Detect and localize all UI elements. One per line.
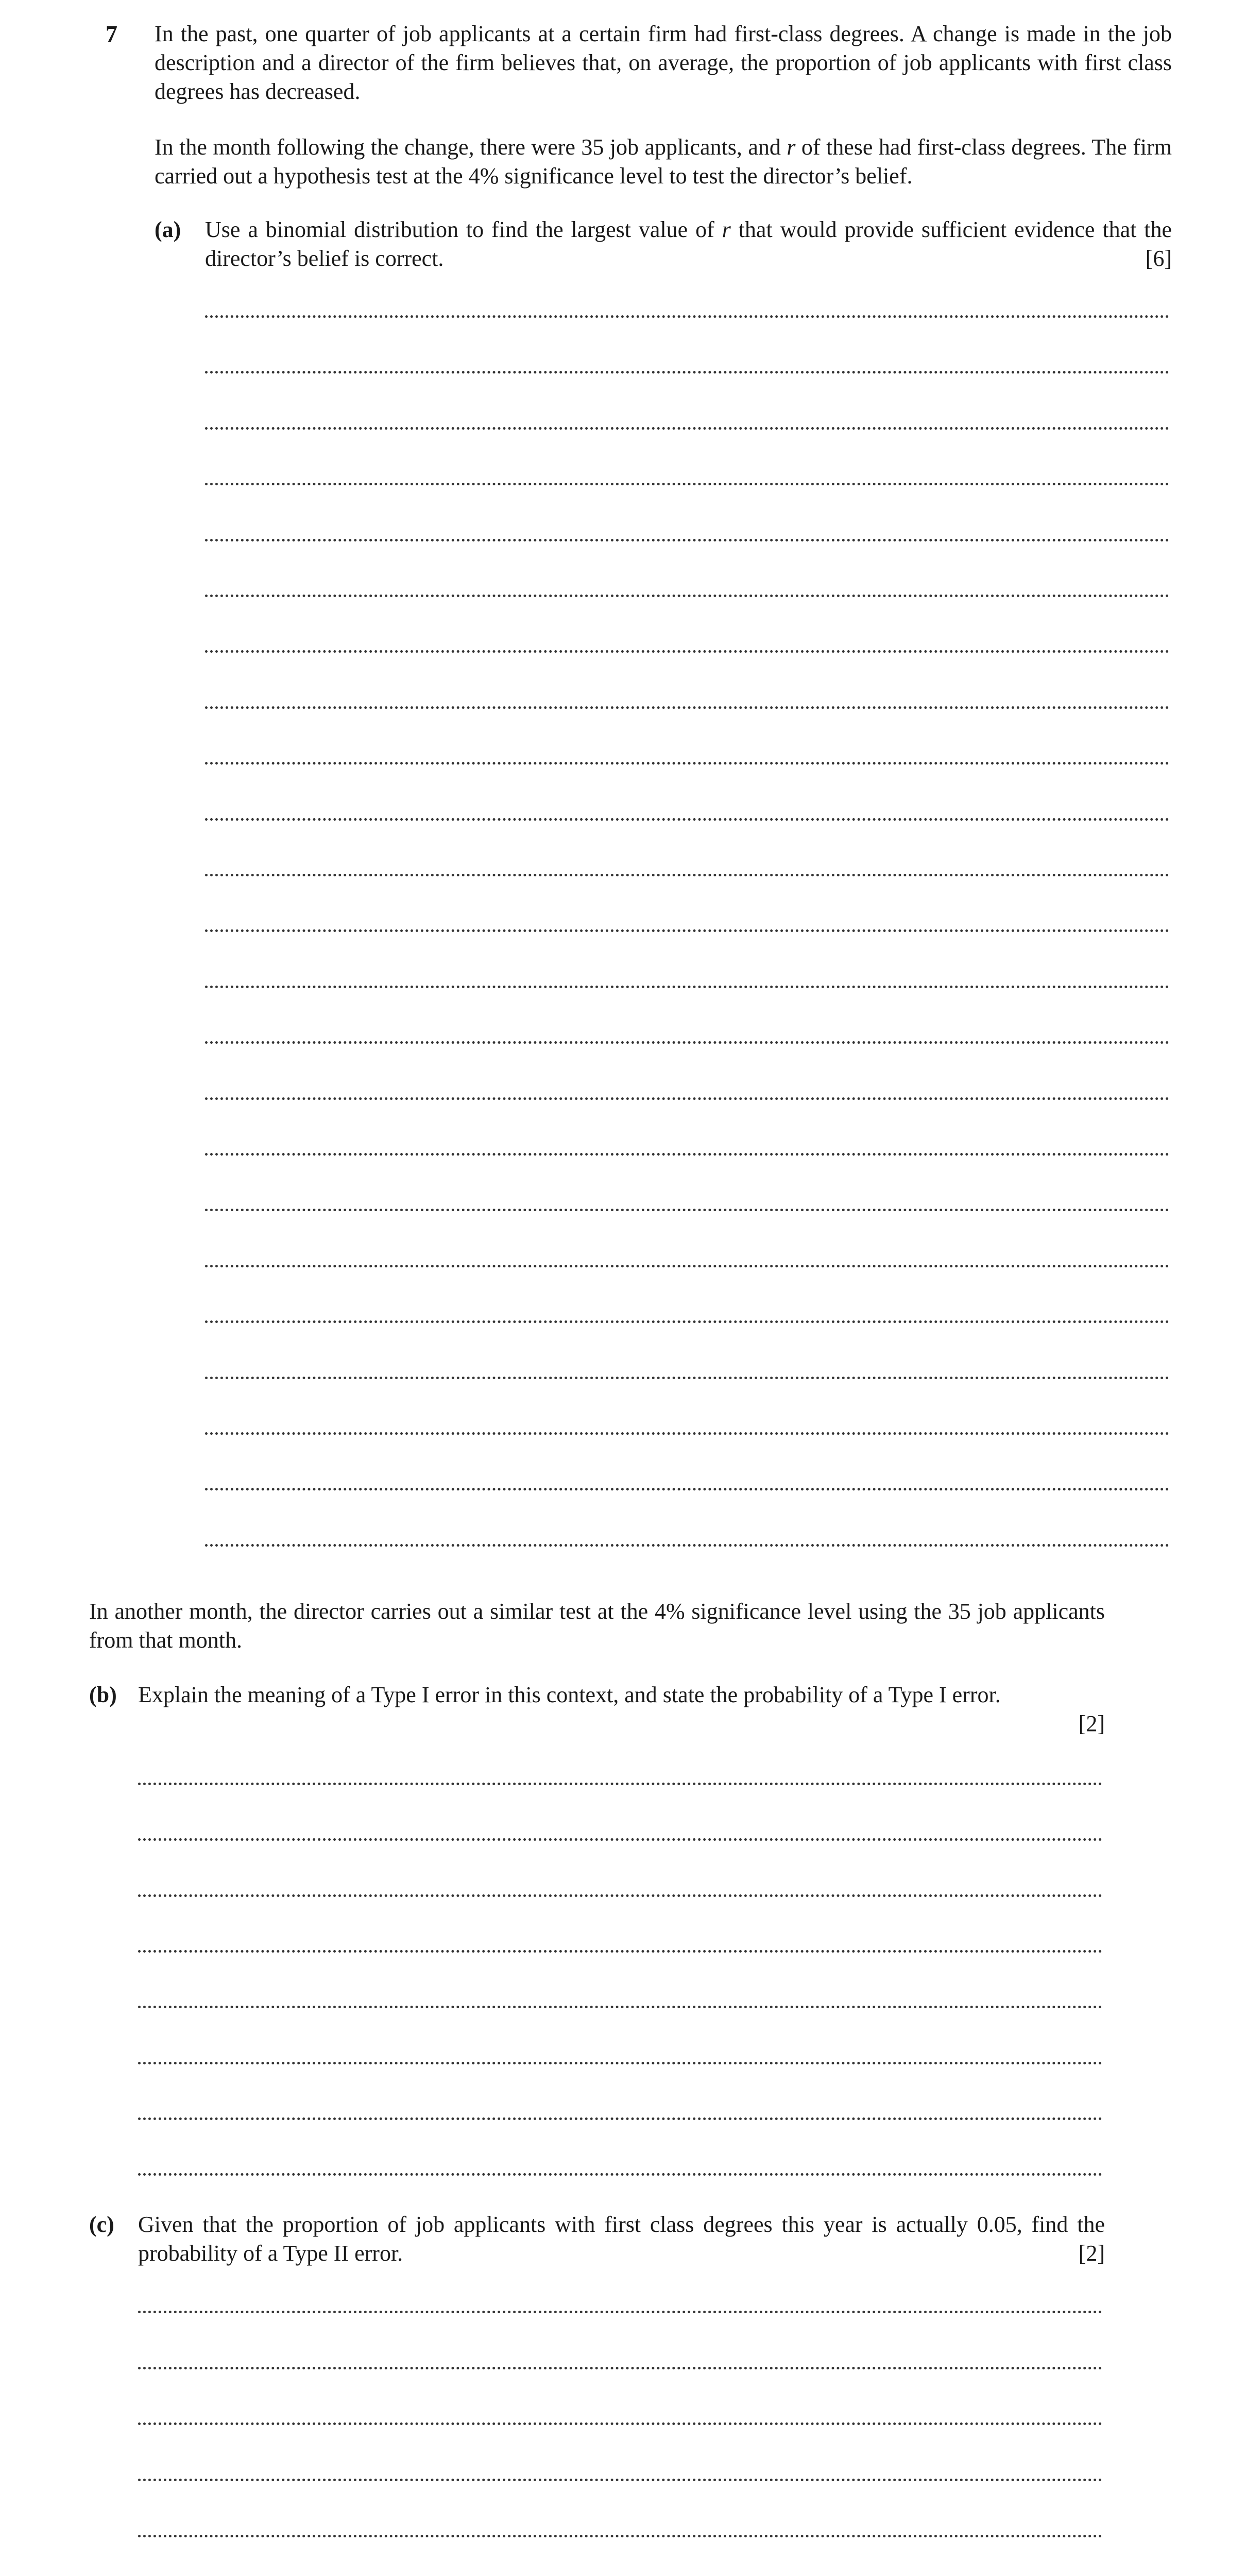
variable-r: r	[787, 134, 796, 160]
answer-line[interactable]	[138, 2535, 1102, 2537]
answer-line[interactable]	[205, 929, 1169, 932]
question-context	[155, 133, 1172, 191]
answer-line[interactable]	[205, 371, 1169, 374]
answer-line[interactable]	[205, 1377, 1169, 1379]
answer-line[interactable]	[138, 2006, 1102, 2008]
answer-line[interactable]	[205, 706, 1169, 709]
answer-line[interactable]	[205, 427, 1169, 430]
answer-line[interactable]	[205, 1153, 1169, 1156]
answer-line[interactable]	[138, 2311, 1102, 2313]
part-a-text	[205, 215, 1172, 273]
answer-line[interactable]	[138, 2479, 1102, 2481]
part-a-text-end: that would provide sufficient evidence that the director’s belief is correct.	[205, 217, 1172, 271]
answer-line[interactable]	[205, 315, 1169, 318]
answer-line[interactable]	[138, 1894, 1102, 1897]
answer-line[interactable]	[205, 1265, 1169, 1267]
answer-line[interactable]	[138, 2117, 1102, 2120]
context-text-end: of these had first-class degrees. The firm carried out a hypothesis test at the 4% significance level to test the director’s belief.	[155, 134, 1172, 189]
part-b-text: Explain the meaning of a Type I error in this context, and state the probability of a Type I error.	[138, 1682, 1001, 1707]
answer-line[interactable]	[205, 762, 1169, 765]
answer-line[interactable]	[205, 1544, 1169, 1547]
part-c-label: (c)	[89, 2212, 114, 2237]
part-b-label: (b)	[89, 1682, 117, 1707]
answer-line[interactable]	[205, 1488, 1169, 1490]
bridge-paragraph: In another month, the director carries out a similar test at the 4% significance level using the 35 job applicants from that month.	[89, 1599, 1105, 1653]
part-c-marks: [2]	[1078, 2241, 1105, 2266]
answer-line[interactable]	[138, 1838, 1102, 1841]
answer-line[interactable]	[205, 1041, 1169, 1044]
question-intro: In the past, one quarter of job applicants at a certain firm had first-class degrees. A change is made in the job description and a director of the firm believes that, on average, the proportion of job applicants with first class degrees has decreased.	[155, 21, 1172, 104]
answer-line[interactable]	[138, 2367, 1102, 2369]
part-a-marks: [6]	[1145, 246, 1172, 271]
question-number: 7	[106, 21, 117, 47]
answer-line[interactable]	[138, 2173, 1102, 2176]
part-c-text: Given that the proportion of job applicants with first class degrees this year is actually 0.05, find the probability of a Type II error.	[138, 2212, 1105, 2266]
part-a-text-start: Use a binomial distribution to find the largest value of	[205, 217, 722, 242]
answer-line[interactable]	[205, 595, 1169, 597]
answer-line[interactable]	[138, 1783, 1102, 1785]
answer-line[interactable]	[205, 818, 1169, 821]
answer-line[interactable]	[138, 1950, 1102, 1953]
answer-line[interactable]	[205, 874, 1169, 876]
answer-line[interactable]	[205, 1432, 1169, 1435]
answer-line[interactable]	[205, 539, 1169, 541]
answer-line[interactable]	[138, 2422, 1102, 2425]
part-b-marks: [2]	[1078, 1711, 1105, 1736]
answer-line[interactable]	[205, 650, 1169, 653]
part-a-variable-r: r	[722, 217, 731, 242]
answer-line[interactable]	[205, 1097, 1169, 1100]
answer-line[interactable]	[138, 2062, 1102, 2064]
answer-line[interactable]	[205, 986, 1169, 988]
answer-line[interactable]	[205, 1209, 1169, 1211]
answer-line[interactable]	[205, 1320, 1169, 1323]
answer-line[interactable]	[205, 483, 1169, 485]
context-text-start: In the month following the change, there were 35 job applicants, and	[155, 134, 787, 160]
part-a-label: (a)	[155, 217, 181, 242]
